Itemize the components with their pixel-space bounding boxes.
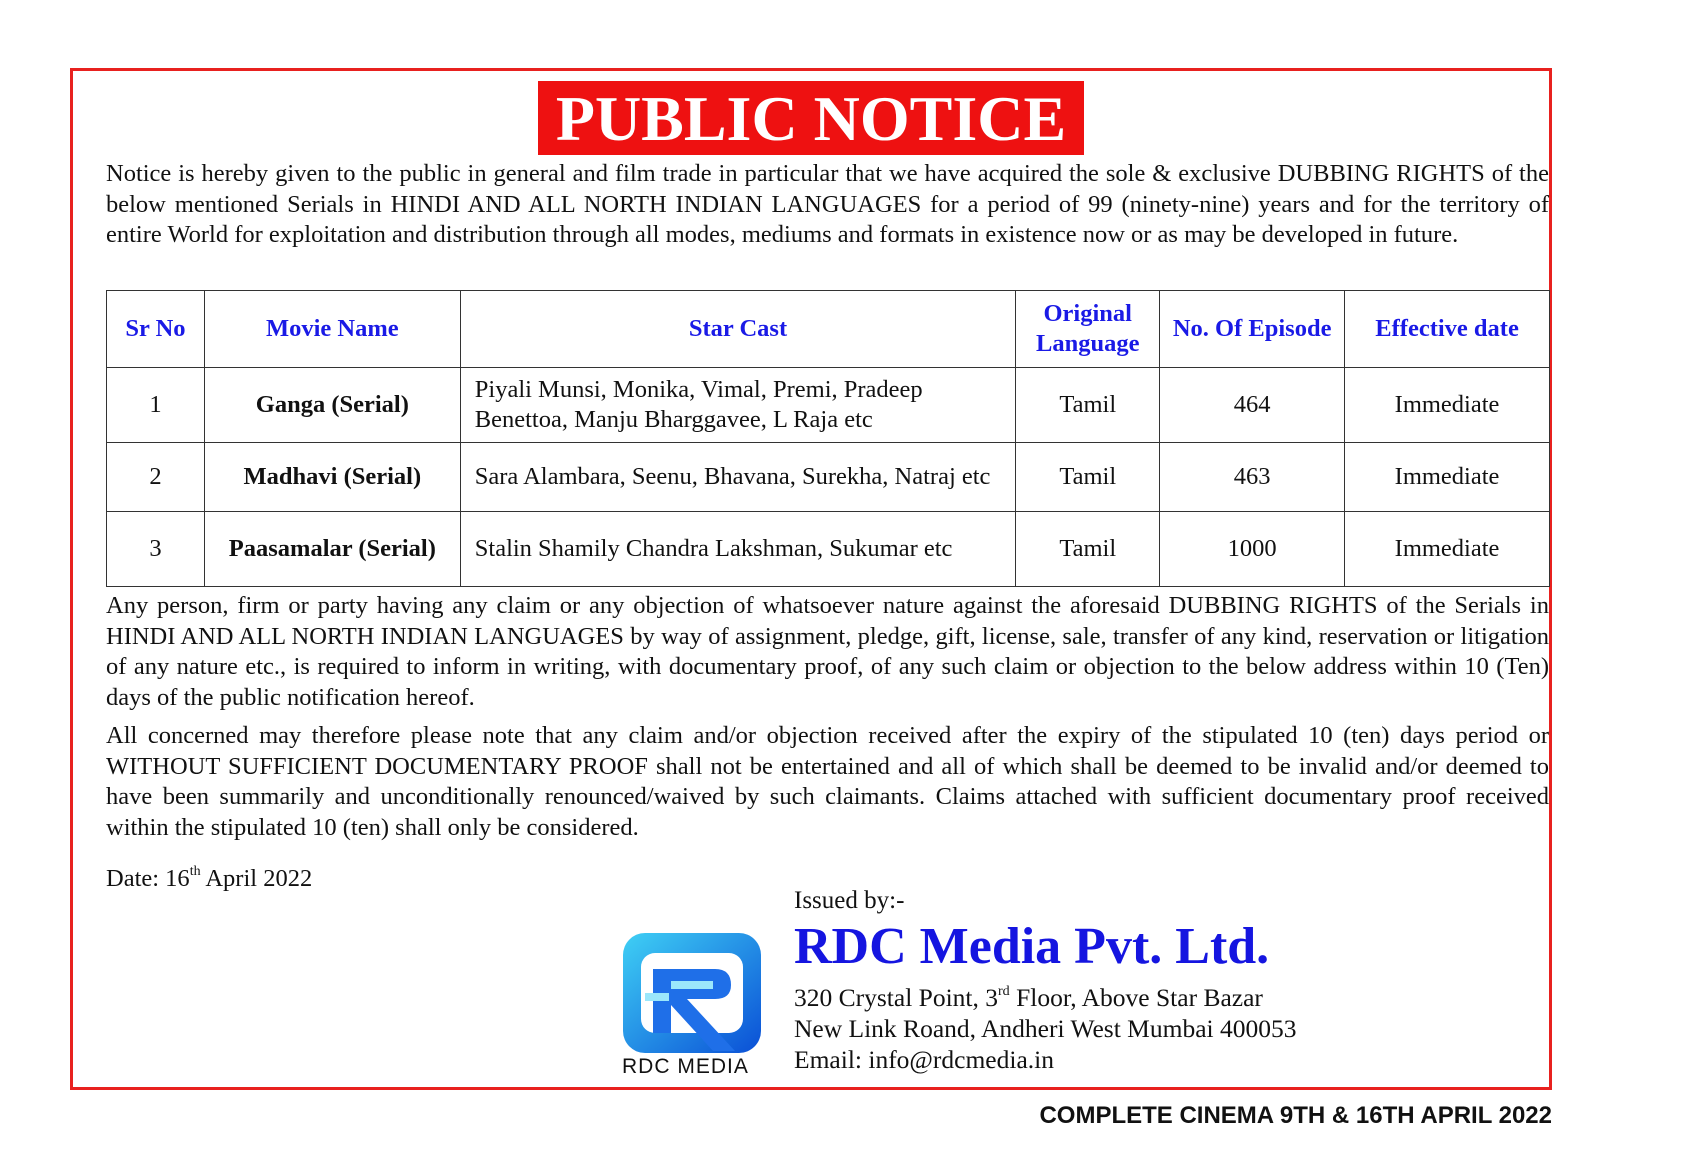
cell-language: Tamil: [1016, 512, 1160, 587]
cell-sr: 1: [107, 368, 205, 443]
cell-episodes: 1000: [1160, 512, 1345, 587]
address-line1-prefix: 320 Crystal Point, 3: [794, 983, 999, 1012]
header-star-cast: Star Cast: [460, 291, 1016, 368]
cell-cast: Stalin Shamily Chandra Lakshman, Sukumar etc: [460, 512, 1016, 587]
header-sr-no: Sr No: [107, 291, 205, 368]
logo-text: RDC MEDIA: [622, 1055, 749, 1078]
address-line1-sup: rd: [998, 983, 1010, 999]
title-wrap: [73, 81, 1549, 155]
footer-credit: COMPLETE CINEMA 9TH & 16TH APRIL 2022: [1039, 1102, 1552, 1129]
header-effective-date: Effective date: [1345, 291, 1550, 368]
table-row: [107, 368, 1550, 443]
notice-frame: [70, 68, 1552, 1090]
cell-movie: Madhavi (Serial): [204, 443, 460, 512]
objection-paragraph: Any person, firm or party having any claim or any objection of whatsoever nature against the aforesaid DUBBING RIGHTS of the Serials in HINDI AND ALL NORTH INDIAN LANGUAGES by way of assignment, pledge, gift, license, sale, transfer of any kind, reservation or litigation of any nature etc., is required to inform in writing, with documentary proof, of any such claim or objection to the below address within 10 (Ten) days of the public notification hereof.: [106, 592, 1549, 711]
cell-date: Immediate: [1345, 443, 1550, 512]
cell-sr: 3: [107, 512, 205, 587]
cell-date: Immediate: [1345, 512, 1550, 587]
cell-movie: Paasamalar (Serial): [204, 512, 460, 587]
header-no-of-episode: No. Of Episode: [1160, 291, 1345, 368]
company-name: RDC Media Pvt. Ltd.: [794, 918, 1270, 975]
notice-title: PUBLIC NOTICE: [538, 81, 1084, 155]
header-movie-name: Movie Name: [204, 291, 460, 368]
cell-cast: Sara Alambara, Seenu, Bhavana, Surekha, Natraj etc: [460, 443, 1016, 512]
concern-paragraph: All concerned may therefore please note that any claim and/or objection received after the expiry of the stipulated 10 (ten) days period or WITHOUT SUFFICIENT DOCUMENTARY PROOF shall not be entertained and all of which shall be deemed to be invalid and/or deemed to have been summarily and unconditionally renounced/waived by such claimants. Claims attached with sufficient documentary proof received within the stipulated 10 (ten) shall only be considered.: [106, 722, 1549, 841]
cell-date: Immediate: [1345, 368, 1550, 443]
cell-movie: Ganga (Serial): [204, 368, 460, 443]
cell-language: Tamil: [1016, 443, 1160, 512]
table-row: [107, 512, 1550, 587]
address-line-1: [794, 983, 1263, 1013]
address-line-2: New Link Roand, Andheri West Mumbai 400053: [794, 1014, 1297, 1043]
cell-cast: Piyali Munsi, Monika, Vimal, Premi, Pradeep Benettoa, Manju Bharggavee, L Raja etc: [460, 368, 1016, 443]
intro-paragraph: Notice is hereby given to the public in general and film trade in particular that we have acquired the sole & exclusive DUBBING RIGHTS of the below mentioned Serials in HINDI AND ALL NORTH INDIAN LANGUAGES for a period of 99 (ninety-nine) years and for the territory of entire World for exploitation and distribution through all modes, mediums and formats in existence now or as may be developed in future.: [106, 160, 1549, 248]
cell-episodes: 464: [1160, 368, 1345, 443]
address-line1-suffix: Floor, Above Star Bazar: [1009, 983, 1263, 1012]
header-original-language: Original Language: [1016, 291, 1160, 368]
issued-by-label: Issued by:-: [794, 887, 905, 914]
date-sup: th: [189, 863, 201, 879]
cell-language: Tamil: [1016, 368, 1160, 443]
date-suffix: April 2022: [200, 865, 313, 892]
table-header-row: [107, 291, 1550, 368]
notice-date: [106, 865, 312, 893]
email-line: Email: info@rdcmedia.in: [794, 1045, 1054, 1074]
cell-episodes: 463: [1160, 443, 1345, 512]
table-row: [107, 443, 1550, 512]
serials-table: [106, 290, 1550, 587]
date-prefix: Date: 16: [106, 865, 190, 892]
cell-sr: 2: [107, 443, 205, 512]
